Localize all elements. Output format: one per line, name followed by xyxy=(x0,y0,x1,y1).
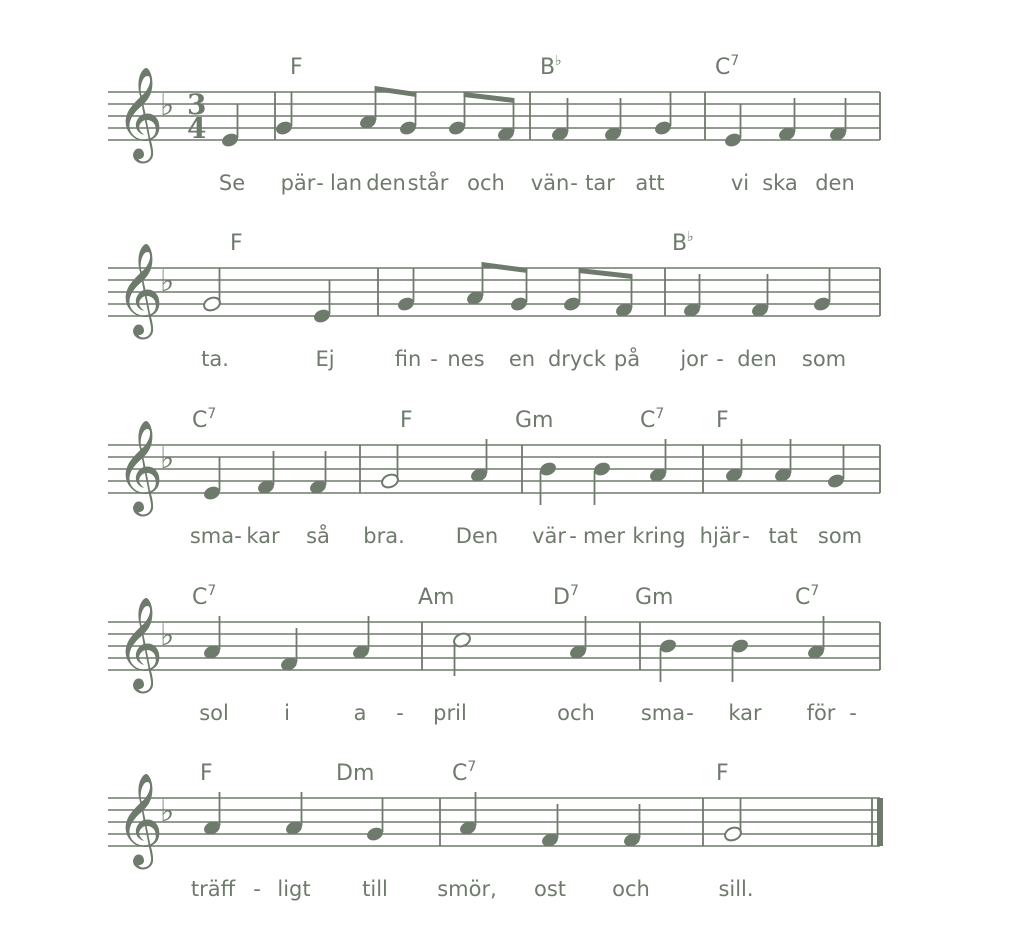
staff-system xyxy=(108,759,883,901)
chord-symbol: $C^7$ xyxy=(452,759,477,786)
chord-symbol: Gm xyxy=(635,585,674,610)
lyric-syllable: för xyxy=(806,701,836,725)
lyric-syllable: smör, xyxy=(437,877,497,901)
note xyxy=(398,92,418,137)
lyric-syllable: sol xyxy=(199,701,229,725)
lyric-syllable: vi xyxy=(730,171,750,195)
chord-symbol: F xyxy=(716,761,729,786)
lyric-syllable: som xyxy=(801,347,847,371)
lyric-syllable: kar xyxy=(246,524,280,548)
note xyxy=(396,268,416,313)
note xyxy=(274,92,294,137)
lyric-syllable: - xyxy=(849,701,857,725)
note xyxy=(509,268,529,313)
lyric-syllable: och xyxy=(557,701,595,725)
lyric-syllable: står xyxy=(407,171,449,195)
lyric-syllable: tar xyxy=(585,171,615,195)
lyric-syllable: på xyxy=(613,347,641,371)
note xyxy=(220,104,240,149)
beam xyxy=(375,86,417,97)
lyric-syllable: Se xyxy=(218,171,246,195)
key-signature-flat-icon: ♭ xyxy=(160,618,175,653)
lyric-syllable: bra. xyxy=(363,524,405,548)
chord-symbol: B♭ xyxy=(540,53,562,80)
staff-system xyxy=(108,583,880,725)
lyric-syllable: - xyxy=(569,524,577,548)
lyric-syllable: sma xyxy=(640,701,686,725)
chord-symbol: $D^7$ xyxy=(553,583,579,610)
note xyxy=(538,460,558,505)
lyric-syllable: och xyxy=(612,877,650,901)
lyric-syllable: - xyxy=(742,524,750,548)
lyric-syllable: som xyxy=(817,524,863,548)
lyric-syllable: dryck xyxy=(547,347,607,371)
lyric-syllable: i xyxy=(284,701,290,725)
time-signature-top: 3 xyxy=(187,88,207,121)
lyric-syllable: - xyxy=(234,524,242,548)
lyric-syllable: nes xyxy=(447,347,485,371)
chord-symbol: Dm xyxy=(336,761,375,786)
lyric-syllable: hjär xyxy=(699,524,741,548)
note xyxy=(730,637,750,682)
chord-symbol: $C^7$ xyxy=(715,53,740,80)
lyric-syllable: kar xyxy=(728,701,762,725)
note xyxy=(447,92,467,137)
lyric-syllable: - xyxy=(430,347,438,371)
chord-symbol: F xyxy=(200,761,213,786)
lyric-syllable: kring xyxy=(632,524,686,548)
note xyxy=(312,280,332,325)
lyric-syllable: sill. xyxy=(718,877,754,901)
lyric-syllable: fin xyxy=(394,347,422,371)
time-signature-bottom: 4 xyxy=(187,112,207,145)
chord-symbol: B♭ xyxy=(672,229,694,256)
key-signature-flat-icon: ♭ xyxy=(160,88,175,123)
chord-symbol: Gm xyxy=(515,408,554,433)
treble-clef-icon: 𝄞 xyxy=(116,596,164,689)
lyric-syllable: vär xyxy=(532,524,566,548)
note xyxy=(826,445,846,490)
lyric-syllable: den xyxy=(366,171,406,195)
note xyxy=(812,268,832,313)
key-signature-flat-icon: ♭ xyxy=(160,794,175,829)
lyric-syllable: pär xyxy=(280,171,316,195)
lyric-syllable: så xyxy=(306,524,330,548)
chord-symbol: $C^7$ xyxy=(795,583,820,610)
note xyxy=(653,92,673,137)
note xyxy=(562,268,582,313)
lyric-syllable: till xyxy=(362,877,388,901)
beam xyxy=(482,262,528,273)
note xyxy=(380,445,400,490)
lyric-syllable: - xyxy=(570,171,578,195)
lyric-syllable: tat xyxy=(768,524,798,548)
lyric-syllable: den xyxy=(815,171,855,195)
chord-symbol: $C^7$ xyxy=(192,583,217,610)
lyric-syllable: att xyxy=(635,171,665,195)
note xyxy=(202,268,222,313)
lyric-syllable: ligt xyxy=(277,877,311,901)
note xyxy=(202,457,222,502)
chord-symbol: $C^7$ xyxy=(192,406,217,433)
note xyxy=(365,798,385,843)
final-barline xyxy=(877,798,883,846)
key-signature-flat-icon: ♭ xyxy=(160,264,175,299)
note xyxy=(658,637,678,682)
lyric-syllable: a xyxy=(353,701,367,725)
lyric-syllable: Ej xyxy=(315,347,335,371)
lyric-syllable: och xyxy=(467,171,505,195)
treble-clef-icon: 𝄞 xyxy=(116,772,164,865)
note xyxy=(723,798,743,843)
chord-symbol: F xyxy=(400,408,413,433)
lyric-syllable: - xyxy=(396,701,404,725)
chord-symbol: $C^7$ xyxy=(640,406,665,433)
lyric-syllable: en xyxy=(508,347,536,371)
lyric-syllable: pril xyxy=(433,701,467,725)
staff-system xyxy=(108,53,880,195)
staff-system xyxy=(108,229,880,371)
chord-symbol: Am xyxy=(418,585,455,610)
lyric-syllable: ska xyxy=(762,171,798,195)
chord-symbol: F xyxy=(716,408,729,433)
lyric-syllable: den xyxy=(737,347,777,371)
lyric-syllable: - xyxy=(716,347,724,371)
lyric-syllable: - xyxy=(253,877,261,901)
lyric-syllable: ost xyxy=(533,877,567,901)
lyric-syllable: jor xyxy=(680,347,708,371)
key-signature-flat-icon: ♭ xyxy=(160,441,175,476)
note xyxy=(592,460,612,505)
staff-system xyxy=(108,406,880,548)
lyric-syllable: Den xyxy=(455,524,499,548)
treble-clef-icon: 𝄞 xyxy=(116,242,164,335)
beam xyxy=(579,268,633,279)
note xyxy=(723,104,743,149)
lyric-syllable: ta. xyxy=(201,347,229,371)
lyric-syllable: vän xyxy=(530,171,570,195)
chord-symbol: F xyxy=(230,231,243,256)
beam xyxy=(464,92,515,103)
lyric-syllable: lan xyxy=(329,171,363,195)
treble-clef-icon: 𝄞 xyxy=(116,419,164,512)
lyric-syllable: - xyxy=(686,701,694,725)
lyric-syllable: sma xyxy=(189,524,235,548)
chord-symbol: F xyxy=(290,55,303,80)
lyric-syllable: mer xyxy=(582,524,626,548)
treble-clef-icon: 𝄞 xyxy=(116,66,164,159)
lyric-syllable: träff xyxy=(190,877,236,901)
lyric-syllable: - xyxy=(316,171,324,195)
